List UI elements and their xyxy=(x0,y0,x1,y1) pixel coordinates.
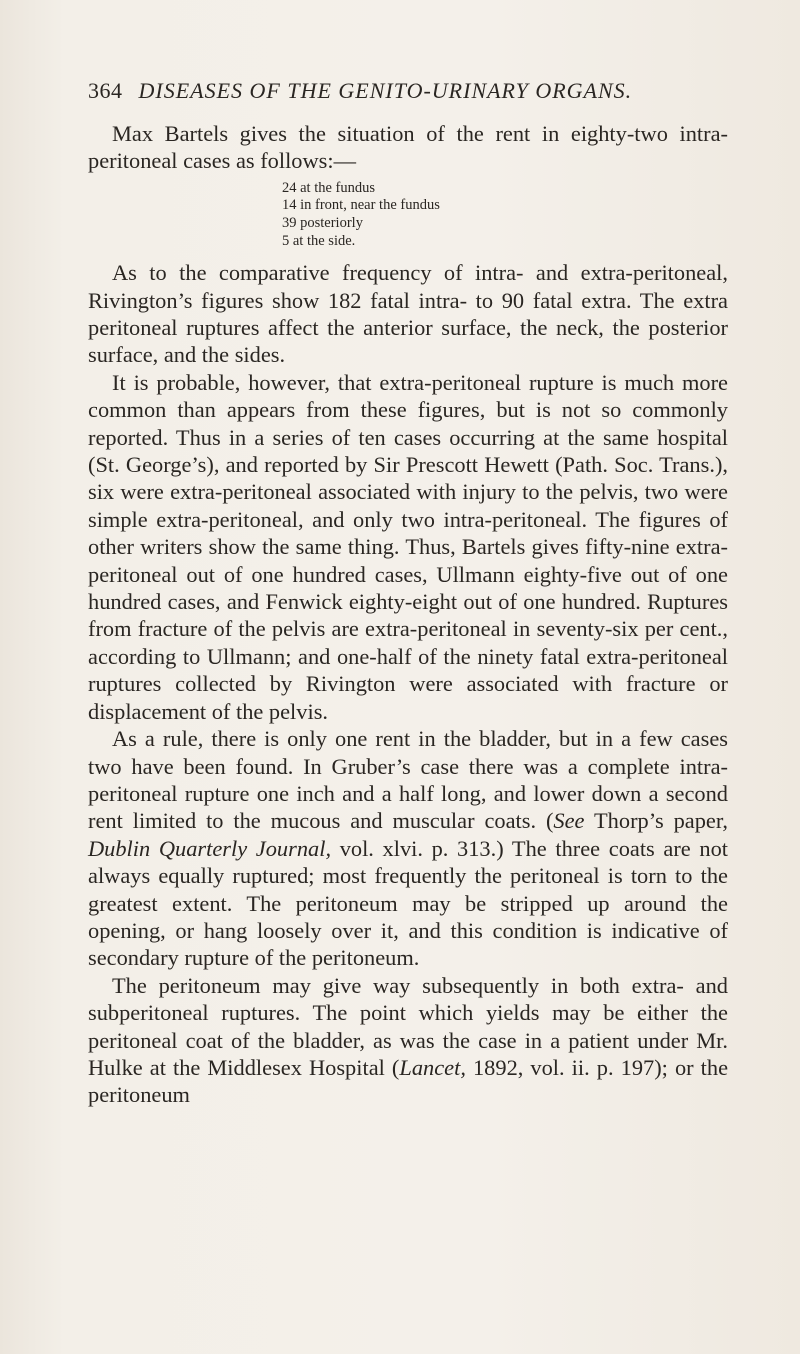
see-reference: See xyxy=(553,808,585,834)
case-list-item: 24 at the fundus xyxy=(282,179,376,196)
running-header xyxy=(88,78,728,104)
text-run: vol. xlvi. p. 313.) The three coats are not always equally ruptured; most frequently the peritoneal is torn to the greatest extent. The peritoneum may be stripped up around the opening, or hang loosely over it, and this condition is indicative of secondary rupture of the peritoneum. xyxy=(88,835,728,971)
text-run: Thorp’s paper, xyxy=(584,808,728,834)
paragraph-extra-peritoneal: It is probable, however, that extra-peritoneal rupture is much more common than appears from these figures, but is not so commonly reported. Thus in a series of ten cases occurring at the same hospital (St. George’s), and reported by Sir Prescott Hewett (Path. Soc. Trans.), six were extra-peritoneal associated with injury to the pelvis, two were simple extra-peritoneal, and only two intra-peritoneal. The figures of other writers show the same thing. Thus, Bartels gives fifty-nine extra-peritoneal out of one hundred cases, Ullmann eighty-five out of one hundred cases, and Fenwick eighty-eight out of one hundred. Ruptures from fracture of the pelvis are extra-peritoneal in seventy-six per cent., according to Ullmann; and one-half of the ninety fatal extra-peritoneal ruptures collected by Rivington were associated with fracture or displacement of the pelvis. xyxy=(88,369,728,724)
case-list-item: 14 in front, near the fundus xyxy=(282,197,440,214)
paragraph-bartels-intro: Max Bartels gives the situation of the rent in eighty-two intra-peritoneal cases as follows:— xyxy=(88,121,728,174)
text-run: 1892, vol. ii. p. 197); or the peritoneum xyxy=(88,1054,729,1108)
paragraph-comparative-frequency: As to the comparative frequency of intra- and extra-peritoneal, Rivington’s figures show 182 fatal intra- to 90 fatal extra. The extra peritoneal ruptures affect the anterior surface, the neck, the posterior surface, and the sides. xyxy=(88,260,728,368)
case-list-item: 39 posteriorly xyxy=(282,215,363,231)
page-number: 364 xyxy=(88,78,123,103)
running-title: DISEASES OF THE GENITO-URINARY ORGANS. xyxy=(138,78,633,103)
paragraph-peritoneum-gives-way xyxy=(88,972,728,1109)
journal-title: Lancet, xyxy=(399,1054,466,1080)
text-run: As a rule, there is only one rent in the bladder, but in a few cases two have been found. In Gruber’s case there was a complete intra-peritoneal rupture one inch and a half long, and lower down a second rent limited to the mucous and muscular coats. ( xyxy=(88,726,728,834)
case-list xyxy=(282,180,728,250)
text-run: The peritoneum may give way subsequently in both extra- and subperitoneal ruptures. The point which yields may be either the peritoneal coat of the bladder, as was the case in a patient under Mr. Hulke at the Middlesex Hospital ( xyxy=(88,972,728,1080)
paragraph-rent-count xyxy=(88,725,728,972)
journal-title: Dublin Quarterly Journal, xyxy=(88,835,332,861)
case-list-item: 5 at the side. xyxy=(282,232,356,249)
body-text xyxy=(88,120,728,1109)
